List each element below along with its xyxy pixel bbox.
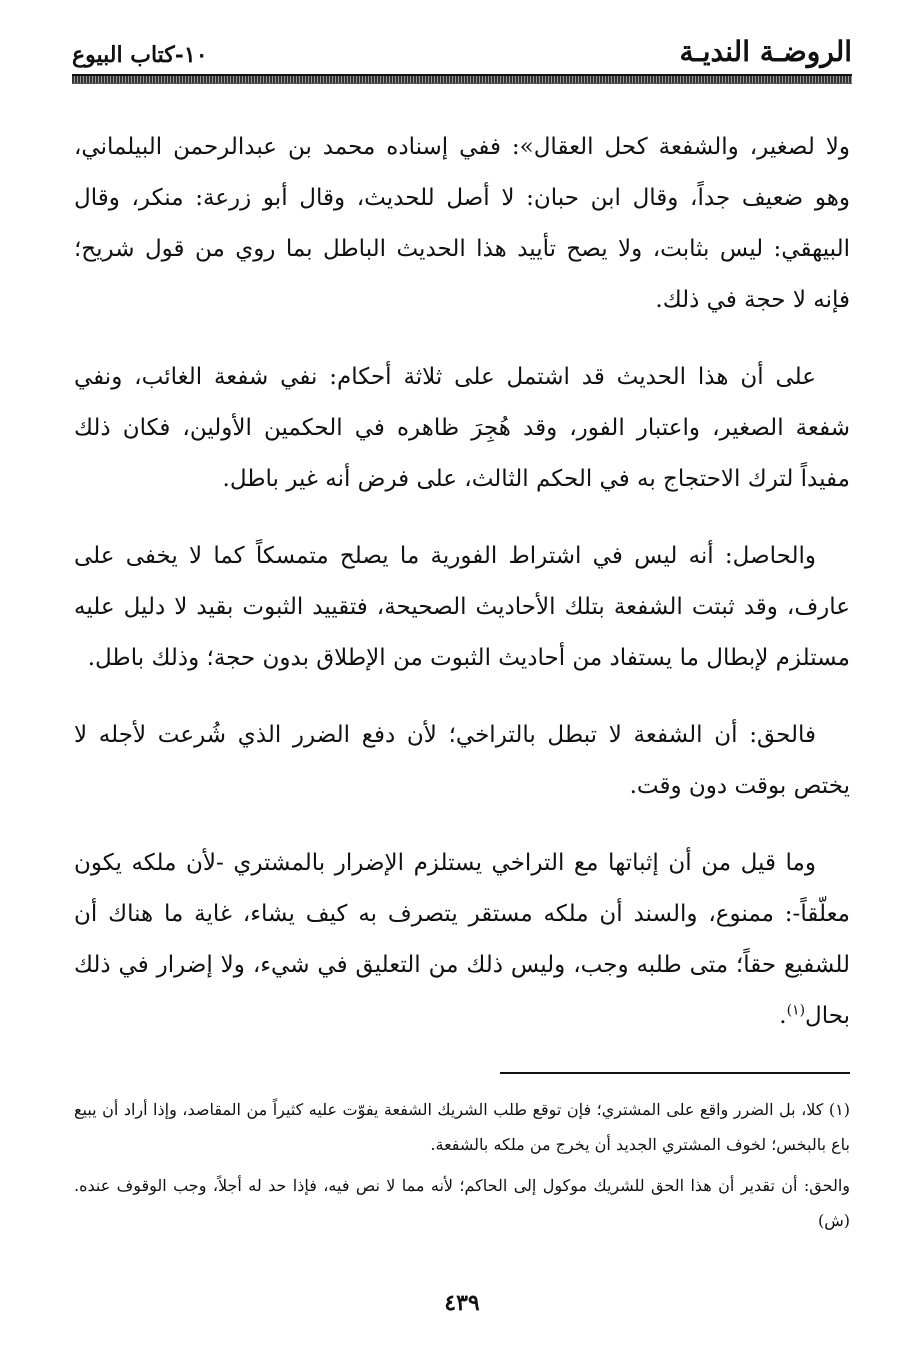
paragraph-last: [74, 838, 850, 1042]
footnote-marker[interactable]: (١): [786, 1002, 806, 1019]
section-title: ١٠-كتاب البيوع: [72, 42, 208, 68]
paragraph: ولا لصغير، والشفعة كحل العقال»: ففي إسناده محمد بن عبدالرحمن البيلماني، وهو ضعيف جداً، وقال ابن حبان: لا أصل للحديث، وقال أبو زرعة: منكر، وقال البيهقي: ليس بثابت، ولا يصح تأييد هذا الحديث الباطل بما روي من قول شريح؛ فإنه لا حجة في ذلك.: [74, 134, 850, 313]
paragraph: على أن هذا الحديث قد اشتمل على ثلاثة أحكام: نفي شفعة الغائب، ونفي شفعة الصغير، واعتبار الفور، وقد هُجِرَ ظاهره في الحكمين الأولين، فكان ذلك مفيداً لترك الاحتجاج به في الحكم الثالث، على فرض أنه غير باطل.: [74, 364, 850, 492]
paragraph-text: وما قيل من أن إثباتها مع التراخي يستلزم الإضرار بالمشتري -لأن ملكه يكون معلّقاً-: ممنوع، والسند أن ملكه مستقر يتصرف به كيف يشاء، غاية ما هناك أن للشفيع حقاً؛ متى طلبه وجب، وليس ذلك من التعليق في شيء، ولا إضرار في ذلك بحال: [74, 850, 850, 1029]
header-divider: [72, 74, 852, 84]
paragraph: فالحق: أن الشفعة لا تبطل بالتراخي؛ لأن دفع الضرر الذي شُرعت لأجله لا يختص بوقت دون وقت.: [74, 722, 850, 799]
footnote-divider: [500, 1072, 850, 1074]
main-text: [74, 122, 850, 1068]
page-header: [72, 30, 852, 76]
footnotes: [74, 1092, 850, 1244]
footnote: (١) كلا، بل الضرر واقع على المشتري؛ فإن توقع طلب الشريك الشفعة يفوّت عليه كثيراً من المقاصد، وإذا أراد أن يبيع باع بالبخس؛ لخوف المشتري الجديد أن يخرج من ملكه بالشفعة.: [74, 1100, 850, 1154]
page-number: ٤٣٩: [444, 1290, 480, 1316]
footnote: والحق: أن تقدير أن هذا الحق للشريك موكول إلى الحاكم؛ لأنه مما لا نص فيه، فإذا حد له أجلاً، وجب الوقوف عنده. (ش): [74, 1176, 850, 1230]
paragraph: والحاصل: أنه ليس في اشتراط الفورية ما يصلح متمسكاً كما لا يخفى على عارف، وقد ثبتت الشفعة بتلك الأحاديث الصحيحة، فتقييد الثبوت بقيد لا دليل عليه مستلزم لإبطال ما يستفاد من أحاديث الثبوت من الإطلاق بدون حجة؛ وذلك باطل.: [74, 543, 850, 671]
paragraph-end: .: [779, 1003, 787, 1029]
book-title: الروضـة النديـة: [679, 35, 852, 68]
